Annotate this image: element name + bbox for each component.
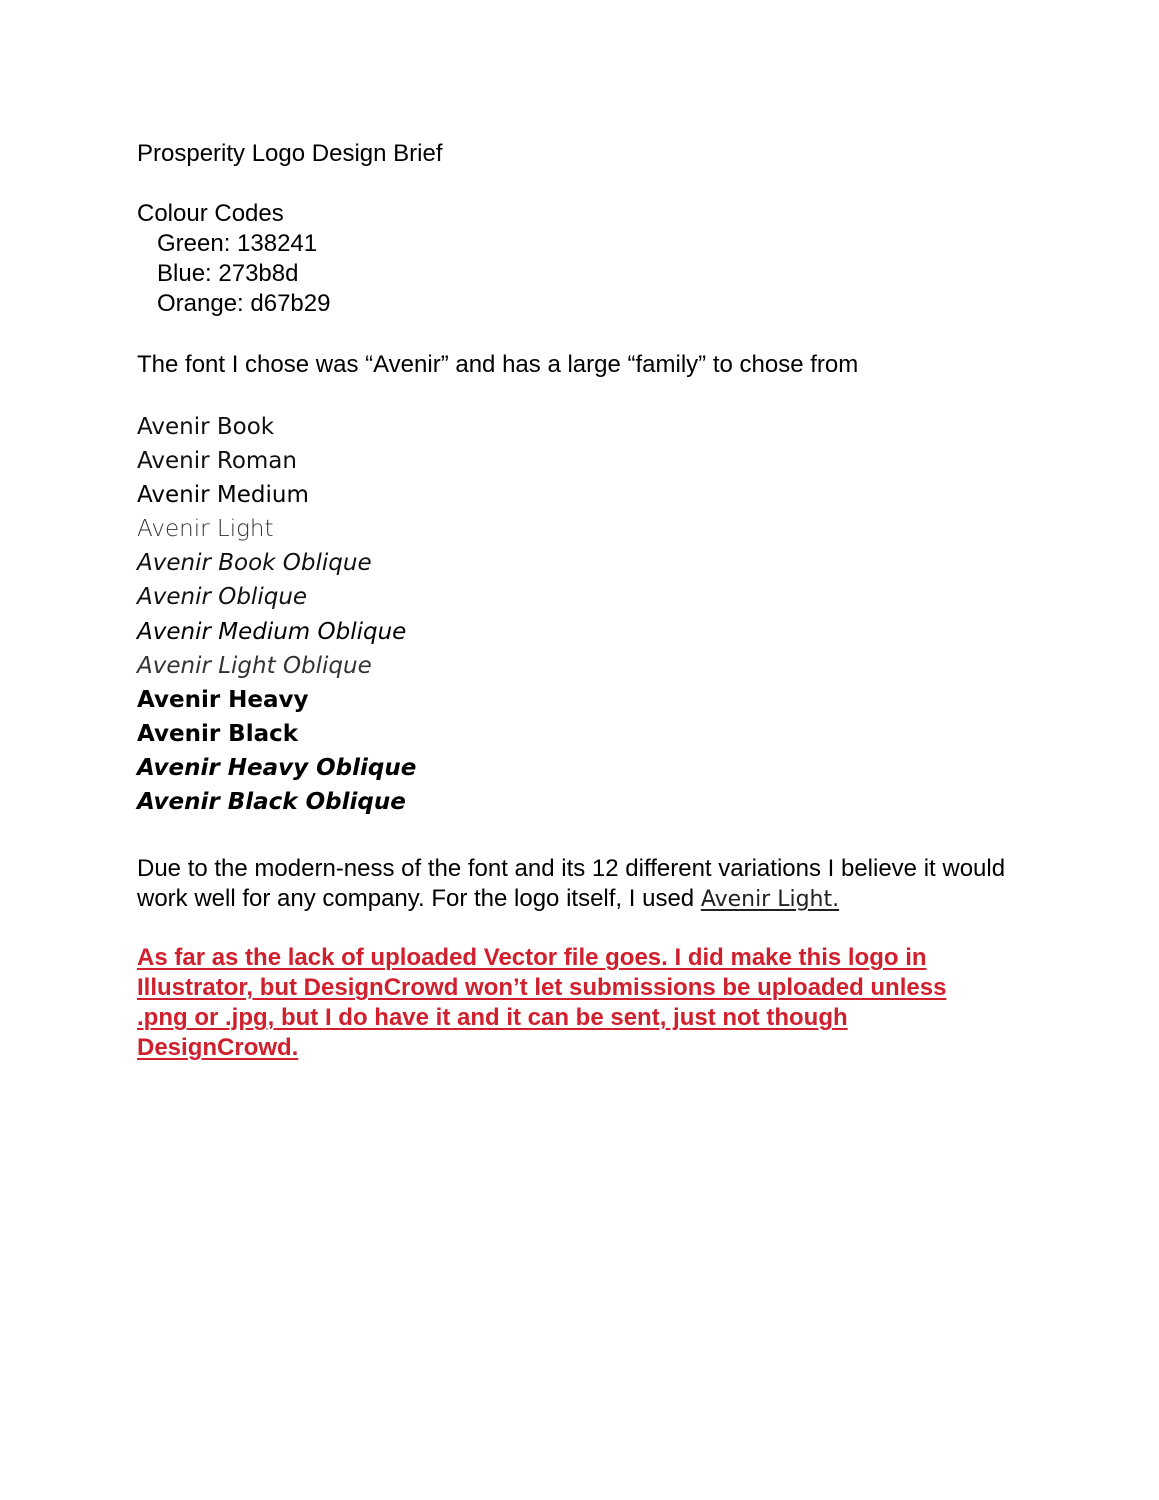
font-summary-text: Due to the modern-ness of the font and its 12 different variations I believe it would work well for any company. For the logo itself, I used	[137, 855, 1006, 912]
colour-codes-heading: Colour Codes	[137, 200, 284, 227]
font-variant-item: Avenir Black Oblique	[137, 789, 406, 816]
font-variant-item: Avenir Light	[137, 516, 274, 543]
vector-file-notice: As far as the lack of uploaded Vector file goes. I did make this logo in Illustrator, but DesignCrowd won’t let submissions be uploaded unless .png or .jpg, but I do have it and it can be sent, just not though DesignCrowd.	[137, 944, 947, 1061]
font-family-list	[137, 410, 416, 819]
font-variant-item: Avenir Heavy Oblique	[137, 754, 417, 781]
font-variant-item: Avenir Roman	[137, 448, 297, 475]
font-summary-paragraph	[137, 854, 1017, 915]
font-intro-text: The font I chose was “Avenir” and has a large “family” to chose from	[137, 351, 859, 378]
logo-font-name: Avenir Light.	[700, 887, 840, 912]
colour-code-green: Green: 138241	[157, 230, 318, 257]
colour-codes-section	[137, 199, 330, 319]
font-variant-item: Avenir Medium Oblique	[137, 618, 407, 645]
font-variant-item: Avenir Heavy	[137, 686, 309, 713]
font-variant-item: Avenir Oblique	[137, 584, 308, 611]
document-title: Prosperity Logo Design Brief	[137, 140, 443, 167]
font-variant-item: Avenir Light Oblique	[137, 652, 372, 679]
font-variant-item: Avenir Book	[137, 414, 275, 440]
font-variant-item: Avenir Black	[137, 720, 299, 747]
font-variant-item: Avenir Medium	[137, 482, 309, 509]
colour-code-blue: Blue: 273b8d	[157, 260, 299, 287]
font-variant-item: Avenir Book Oblique	[137, 550, 372, 577]
colour-code-orange: Orange: d67b29	[157, 290, 331, 317]
